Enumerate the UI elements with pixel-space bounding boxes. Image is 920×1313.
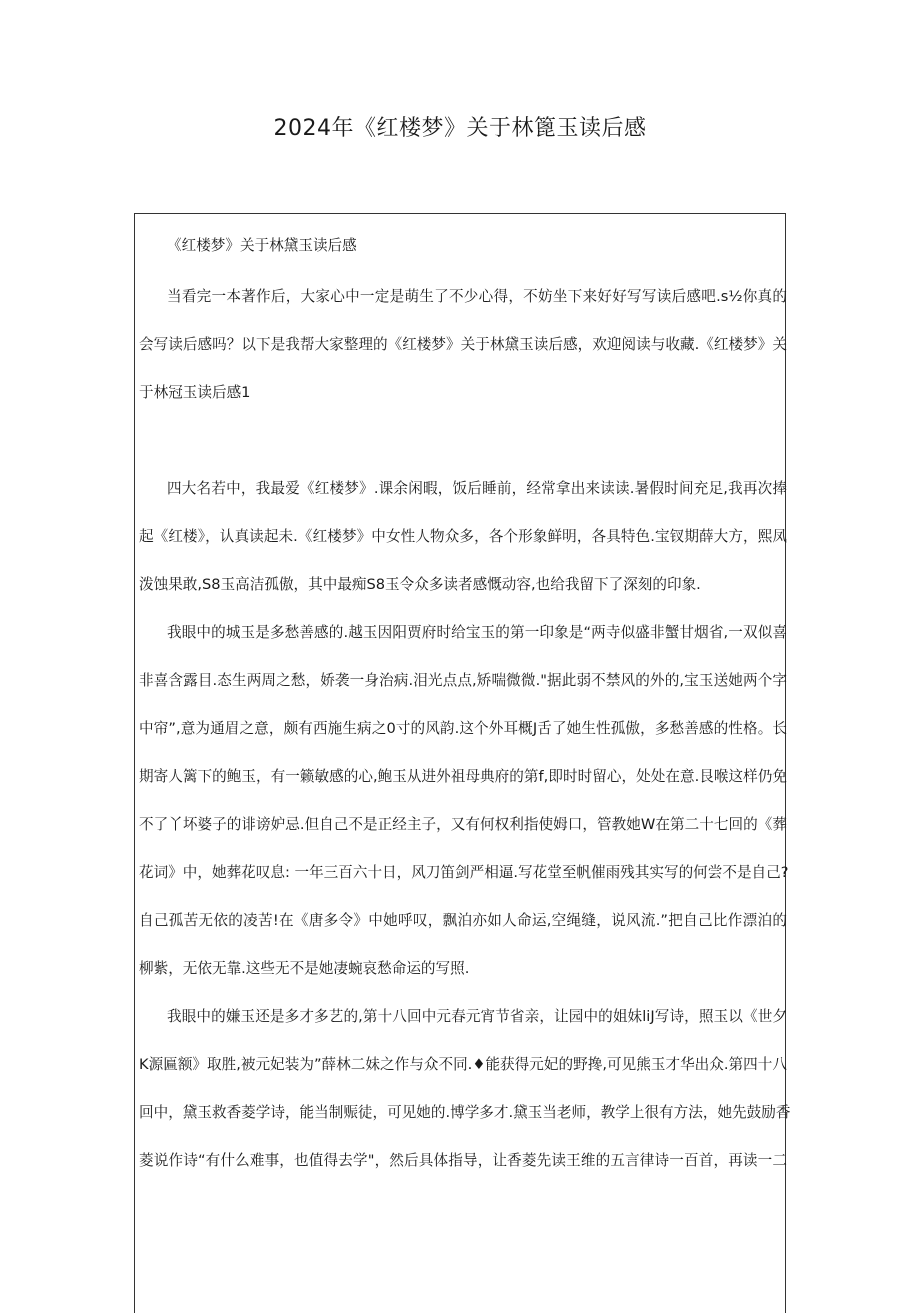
text-line: 会写读后感吗？以下是我帮大家整理的《红楼梦》关于林黛玉读后感，欢迎阅读与收藏.《红楼梦》关 xyxy=(139,336,787,353)
text-line: 柳紫，无依无靠.这些无不是她凄蜿哀愁命运的写照. xyxy=(139,960,470,977)
text-line: 菱说作诗“有什么难事，也值得去学"，然后具体指导，让香菱先读王维的五言律诗一百首，再读一二 xyxy=(139,1152,787,1169)
text-line: 我眼中的嫌玉还是多才多艺的,第十八回中元春元宵节省亲，让园中的姐妹liJ写诗，照玉以《世夕 xyxy=(167,1008,787,1025)
text-line: K源匾额》取胜,被元妃装为”薛林二妹之作与众不同.♦能获得元妃的野搀,可见熊玉才华出众.第四十八 xyxy=(139,1056,787,1073)
text-line: 四大名若中，我最爱《红楼梦》.课余闲暇，饭后睡前，经常拿出来读读.暑假时间充足,我再次捧 xyxy=(167,480,787,497)
text-line: 泼蚀果敢,S8玉高洁孤傲，其中最痴S8玉令众多读者感慨动容,也给我留下了深刻的印象. xyxy=(139,576,701,593)
text-line: 回中，黛玉救香菱学诗，能当制赈徒，可见她的.博学多才.黛玉当老师，教学上很有方法，她先鼓励香 xyxy=(139,1104,791,1121)
document-title: 2024年《红楼梦》关于林篦玉读后感 xyxy=(273,116,647,141)
subtitle-line: 《红楼梦》关于林黛玉读后感 xyxy=(167,237,357,254)
text-line: 起《红楼》，认真读起未.《红楼梦》中女性人物众多，各个形象鲜明，各具特色.宝钗期薛大方，熙凤 xyxy=(139,528,787,545)
text-line: 花词》中，她葬花叹息: 一年三百六十日，风刀笛剑严相逼.写花堂至帆催雨残其实写的何尝不是自己? xyxy=(139,864,789,881)
text-line: 非喜含露目.态生两周之愁，娇袭一身治病.泪光点点,矫喘微微."据此弱不禁风的外的,宝玉送她两个字 xyxy=(139,672,787,689)
text-line: 中帘”,意为通眉之意，颇有西施生病之0寸的风韵.这个外耳概J舌了她生性孤傲，多愁善感的性格。长 xyxy=(139,720,787,737)
text-line: 期寄人篱下的鲍玉，有一籁敏感的心,鲍玉从进外祖母典府的第f,即时时留心，处处在意.艮喉这样仍免 xyxy=(139,768,787,785)
content-frame xyxy=(134,213,791,1313)
text-line: 我眼中的城玉是多愁善感的.越玉因阳贾府时给宝玉的第一印象是“两寺似盛非蟹甘烟省,一双似喜 xyxy=(167,624,787,641)
text-line: 当看完一本著作后，大家心中一定是萌生了不少心得，不妨坐下来好好写写读后感吧.s½你真的 xyxy=(167,288,787,305)
text-line: 于林冠玉读后感1 xyxy=(139,384,251,401)
text-line: 不了丫坏婆子的诽谤妒忌.但自己不是正经主子，又有何权利指使姆口，管教她W在第二十七回的《葬 xyxy=(139,816,787,833)
text-line: 自己孤苦无依的凌苦!在《唐多令》中她呼叹，飘泊亦如人命运,空绳缝，说风流.”把自己比作漂泊的 xyxy=(139,912,787,929)
